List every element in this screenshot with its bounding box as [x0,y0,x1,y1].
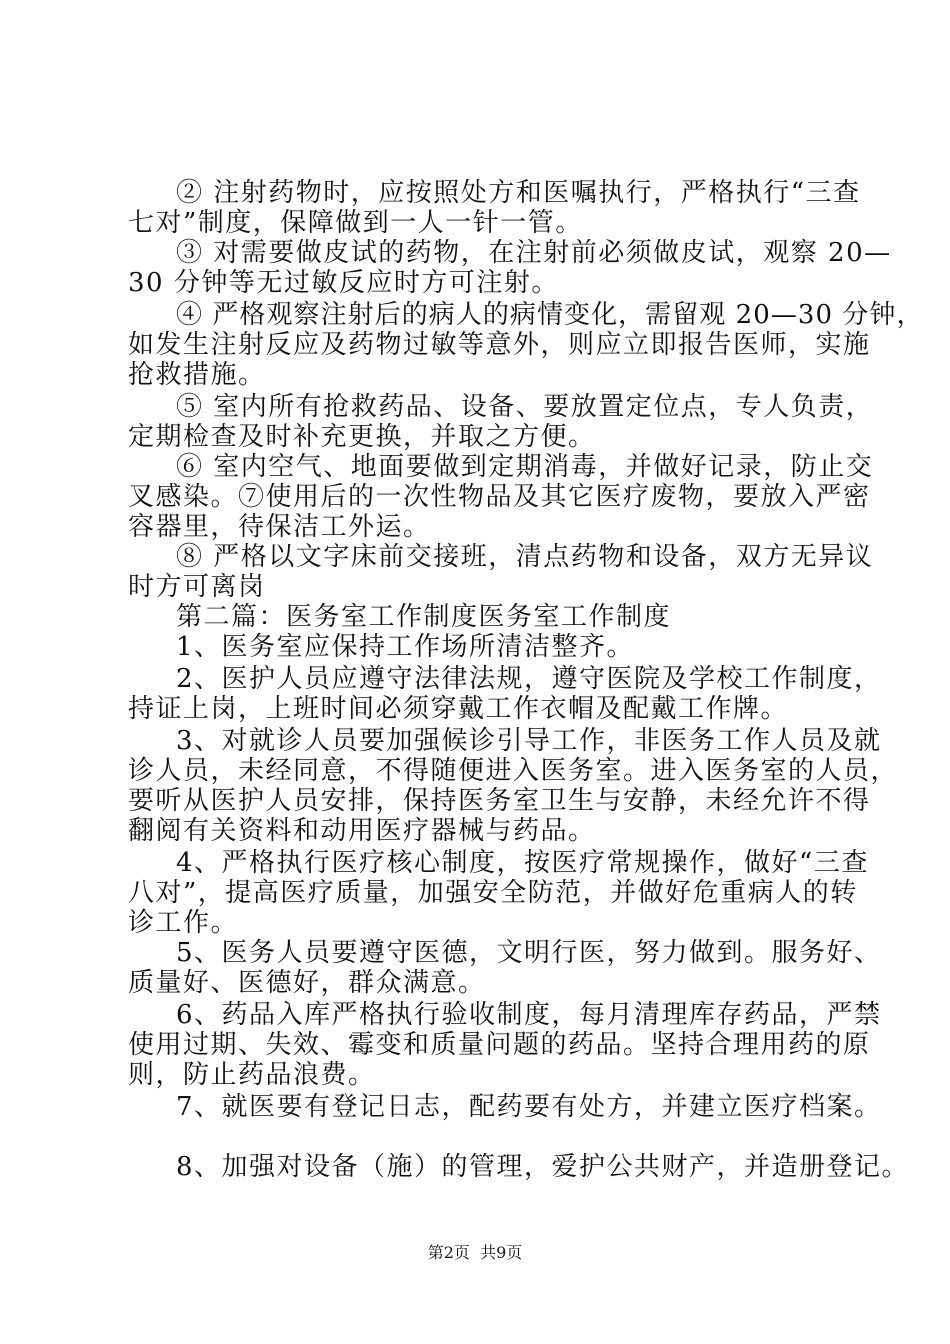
text-line: 30 分钟等无过敏反应时方可注射。 [128,268,559,298]
text-line: 八对”，提高医疗质量，加强安全防范，并做好危重病人的转 [128,878,858,908]
text-line: 容器里，待保洁工外运。 [128,512,431,542]
text-line: 时方可离岗 [128,572,266,602]
text-line: 持证上岗，上班时间必须穿戴工作衣帽及配戴工作牌。 [128,694,789,724]
text-line: 使用过期、失效、霉变和质量问题的药品。坚持合理用药的原 [128,1030,871,1060]
text-line: 叉感染。⑦使用后的一次性物品及其它医疗废物，要放入严密 [128,482,871,512]
text-line: ② 注射药物时，应按照处方和医嘱执行，严格执行“三查 [176,178,861,208]
section-title: 第二篇：医务室工作制度医务室工作制度 [176,602,672,632]
text-line: 6、药品入库严格执行验收制度，每月清理库存药品，严禁 [176,1000,882,1030]
text-line: 5、医务人员要遵守医德，文明行医，努力做到。服务好、 [176,938,882,968]
page-footer: 第2页 共9页 [427,1243,523,1262]
text-line: 则，防止药品浪费。 [128,1060,376,1090]
text-line: 定期检查及时补充更换，并取之方便。 [128,422,596,452]
text-line: ⑥ 室内空气、地面要做到定期消毒，并做好记录，防止交 [176,452,874,482]
text-line: 翻阅有关资料和动用医疗器械与药品。 [128,816,596,846]
text-line: 1、医务室应保持工作场所清洁整齐。 [176,632,635,662]
text-line: 8、加强对设备（施）的管理，爱护公共财产，并造册登记。 [176,1152,910,1182]
text-line: ③ 对需要做皮试的药物，在注射前必须做皮试，观察 20— [176,238,892,268]
text-line: 抢救措施。 [128,360,266,390]
text-line: 诊工作。 [128,908,239,938]
text-line: 3、对就诊人员要加强候诊引导工作，非医务工作人员及就 [176,726,882,756]
text-line: ④ 严格观察注射后的病人的病情变化，需留观 20—30 分钟， [176,300,924,330]
text-line: ⑧ 严格以文字床前交接班，清点药物和设备，双方无异议 [176,542,874,572]
text-line: 4、严格执行医疗核心制度，按医疗常规操作，做好“三查 [176,848,869,878]
text-line: 诊人员，未经同意，不得随便进入医务室。进入医务室的人员， [128,756,899,786]
text-line: 七对”制度，保障做到一人一针一管。 [128,208,583,238]
text-line: 7、就医要有登记日志，配药要有处方，并建立医疗档案。 [176,1092,882,1122]
text-line: 要听从医护人员安排，保持医务室卫生与安静，未经允许不得 [128,786,871,816]
text-line: ⑤ 室内所有抢救药品、设备、要放置定位点，专人负责， [176,392,874,422]
text-line: 质量好、医德好，群众满意。 [128,968,486,998]
text-line: 2、医护人员应遵守法律法规，遵守医院及学校工作制度， [176,664,882,694]
text-line: 如发生注射反应及药物过敏等意外，则应立即报告医师，实施 [128,330,871,360]
